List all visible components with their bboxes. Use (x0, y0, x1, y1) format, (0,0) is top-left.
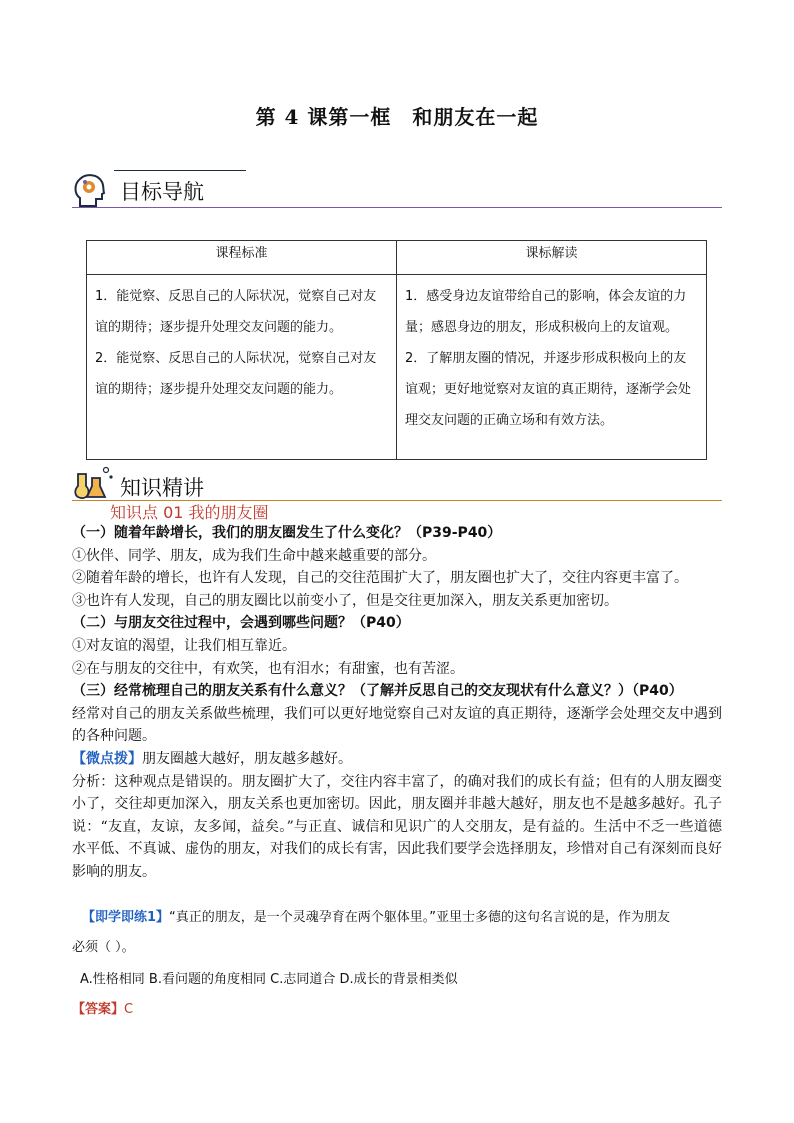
section-header-goals (72, 170, 722, 210)
section-label-knowledge: 知识精讲 (120, 476, 204, 500)
table-header-cell: 课程标准 (87, 241, 397, 275)
cell-paragraph: 1．感受身边友谊带给自己的影响，体会友谊的力量；感恩身边的朋友，形成积极向上的友谊观。 (405, 289, 687, 335)
section-label-goals: 目标导航 (120, 180, 204, 204)
section-header-knowledge (72, 464, 722, 502)
knowledge-body (72, 522, 722, 884)
page-title: 第 4 课第一框 和朋友在一起 (255, 105, 539, 129)
table-cell-interpretation (397, 275, 707, 460)
question-heading: （二）与朋友交往过程中，会遇到哪些问题？（P40） (72, 615, 410, 632)
exercise-stem-line1: “真正的朋友，是一个灵魂孕育在两个躯体里。”亚里士多德的这句名言说的是，作为朋友 (169, 910, 671, 925)
exercise-stem-cont: 必须（ ）。 (72, 940, 135, 955)
cell-paragraph: 2．能觉察、反思自己的人际状况，觉察自己对友谊的期待；逐步提升处理交友问题的能力。 (95, 351, 377, 397)
paragraph: 经常对自己的朋友关系做些梳理，我们可以更好地觉察自己对友谊的真正期待，逐渐学会处理交友中遇到的各种问题。 (72, 705, 722, 745)
list-item: ①对友谊的渴望，让我们相互靠近。 (72, 637, 296, 654)
answer-value: C (124, 1002, 134, 1017)
table-header-row (87, 241, 707, 275)
cell-paragraph: 1．能觉察、反思自己的人际状况，觉察自己对友谊的期待；逐步提升处理交友问题的能力。 (95, 289, 377, 335)
knowledge-point-title: 知识点 01 我的朋友圈 (110, 503, 269, 522)
exercise-options: A.性格相同 B.看问题的角度相同 C.志同道合 D.成长的背景相类似 (80, 972, 458, 987)
table-header-cell: 课标解读 (397, 241, 707, 275)
question-heading: （三）经常梳理自己的朋友关系有什么意义？（了解并反思自己的交友现状有什么意义？）（P40） (72, 683, 683, 700)
flask-icon (72, 464, 116, 500)
exercise-stem (82, 906, 722, 925)
table-cell-standards (87, 275, 397, 460)
cell-paragraph: 2．了解朋友圈的情况，并逐步形成积极向上的友谊观；更好地觉察对友谊的真正期待，逐渐学会处理交友问题的正确立场和有效方法。 (405, 351, 692, 428)
table-row (87, 275, 707, 460)
exercise-tag: 【即学即练1】 (82, 910, 170, 925)
head-gear-icon (72, 172, 106, 208)
list-item: ③也许有人发现，自己的朋友圈比以前变小了，但是交往更加深入，朋友关系更加密切。 (72, 592, 618, 609)
list-item: ②随着年龄的增长，也许有人发现，自己的交往范围扩大了，朋友圈也扩大了，交往内容更丰富了。 (72, 570, 688, 587)
answer-line (72, 998, 712, 1017)
section-rule (72, 207, 722, 208)
tip-text: 朋友圈越大越好，朋友越多越好。 (142, 750, 352, 767)
analysis-paragraph: 分析：这种观点是错误的。朋友圈扩大了，交往内容丰富了，的确对我们的成长有益；但有的人朋友圈变小了，交往却更加深入，朋友关系也更加密切。因此，朋友圈并非越大越好，朋友也不是越多越好。孔子说：“友直，友谅，友多闻，益矣。”与正直、诚信和见识广的人交朋友，是有益的。生活中不乏一些道德水平低、不真诚、虚伪的朋友，对我们的成长有害，因此我们要学会选择朋友，珍惜对自己有深刻而良好影响的朋友。 (72, 773, 722, 880)
list-item: ②在与朋友的交往中，有欢笑，也有泪水；有甜蜜，也有苦涩。 (72, 660, 464, 677)
question-heading: （一）随着年龄增长，我们的朋友圈发生了什么变化？（P39-P40） (72, 525, 502, 541)
header-top-line (114, 170, 246, 171)
answer-tag: 【答案】 (72, 1002, 125, 1017)
list-item: ①伙伴、同学、朋友，成为我们生命中越来越重要的部分。 (72, 547, 436, 564)
tip-line (72, 748, 722, 771)
tip-tag: 【微点拨】 (72, 750, 142, 767)
goals-table (86, 240, 707, 460)
